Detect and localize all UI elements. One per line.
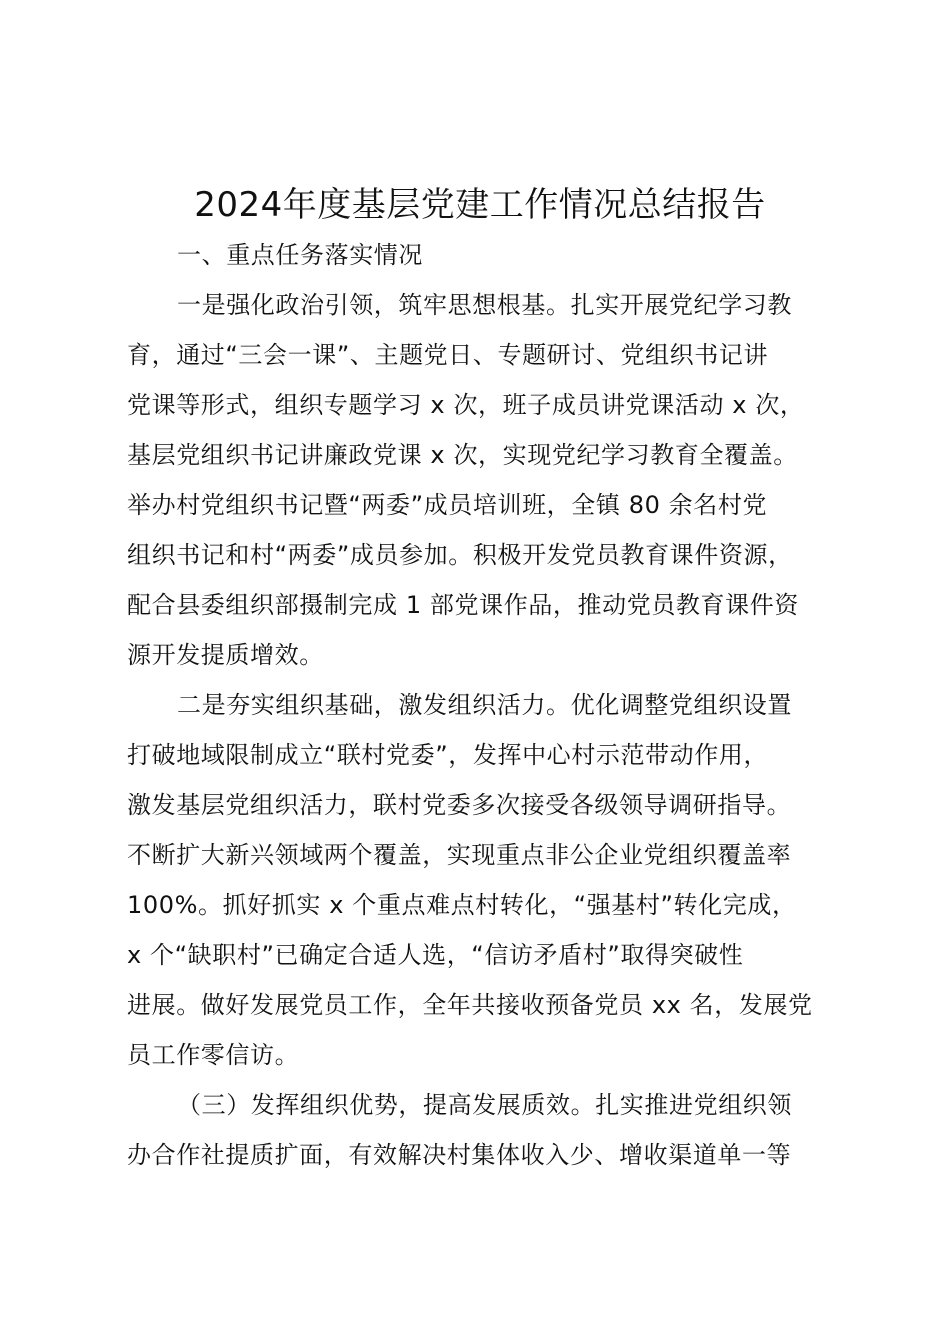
paragraph-line: 一是强化政治引领，筑牢思想根基。扎实开展党纪学习教 (177, 291, 792, 319)
section-heading: 一、重点任务落实情况 (177, 241, 423, 269)
paragraph-line: 员工作零信访。 (127, 1041, 300, 1069)
paragraph-line: 基层党组织书记讲廉政党课 x 次，实现党纪学习教育全覆盖。 (127, 441, 798, 469)
document-title: 2024年度基层党建工作情况总结报告 (194, 185, 766, 225)
paragraph-line: 党课等形式，组织专题学习 x 次，班子成员讲党课活动 x 次， (127, 391, 805, 419)
paragraph-line: 办合作社提质扩面，有效解决村集体收入少、增收渠道单一等 (127, 1141, 792, 1169)
paragraph-line: 100%。抓好抓实 x 个重点难点村转化，“强基村”转化完成， (127, 891, 797, 919)
paragraph-line: 进展。做好发展党员工作，全年共接收预备党员 xx 名，发展党 (127, 991, 813, 1019)
paragraph-line: 育，通过“三会一课”、主题党日、专题研讨、党组织书记讲 (127, 341, 769, 369)
paragraph-line: 二是夯实组织基础，激发组织活力。优化调整党组织设置 (177, 691, 792, 719)
paragraph-line: 激发基层党组织活力，联村党委多次接受各级领导调研指导。 (127, 791, 792, 819)
paragraph-line: 打破地域限制成立“联村党委”，发挥中心村示范带动作用， (127, 741, 769, 769)
paragraph-line: x 个“缺职村”已确定合适人选，“信访矛盾村”取得突破性 (127, 941, 744, 969)
paragraph-line: 源开发提质增效。 (127, 641, 324, 669)
paragraph-line: （三）发挥组织优势，提高发展质效。扎实推进党组织领 (177, 1091, 792, 1119)
paragraph-line: 举办村党组织书记暨“两委”成员培训班，全镇 80 余名村党 (127, 491, 768, 519)
paragraph-line: 配合县委组织部摄制完成 1 部党课作品，推动党员教育课件资 (127, 591, 799, 619)
paragraph-line: 不断扩大新兴领域两个覆盖，实现重点非公企业党组织覆盖率 (127, 841, 792, 869)
paragraph-line: 组织书记和村“两委”成员参加。积极开发党员教育课件资源， (127, 541, 793, 569)
